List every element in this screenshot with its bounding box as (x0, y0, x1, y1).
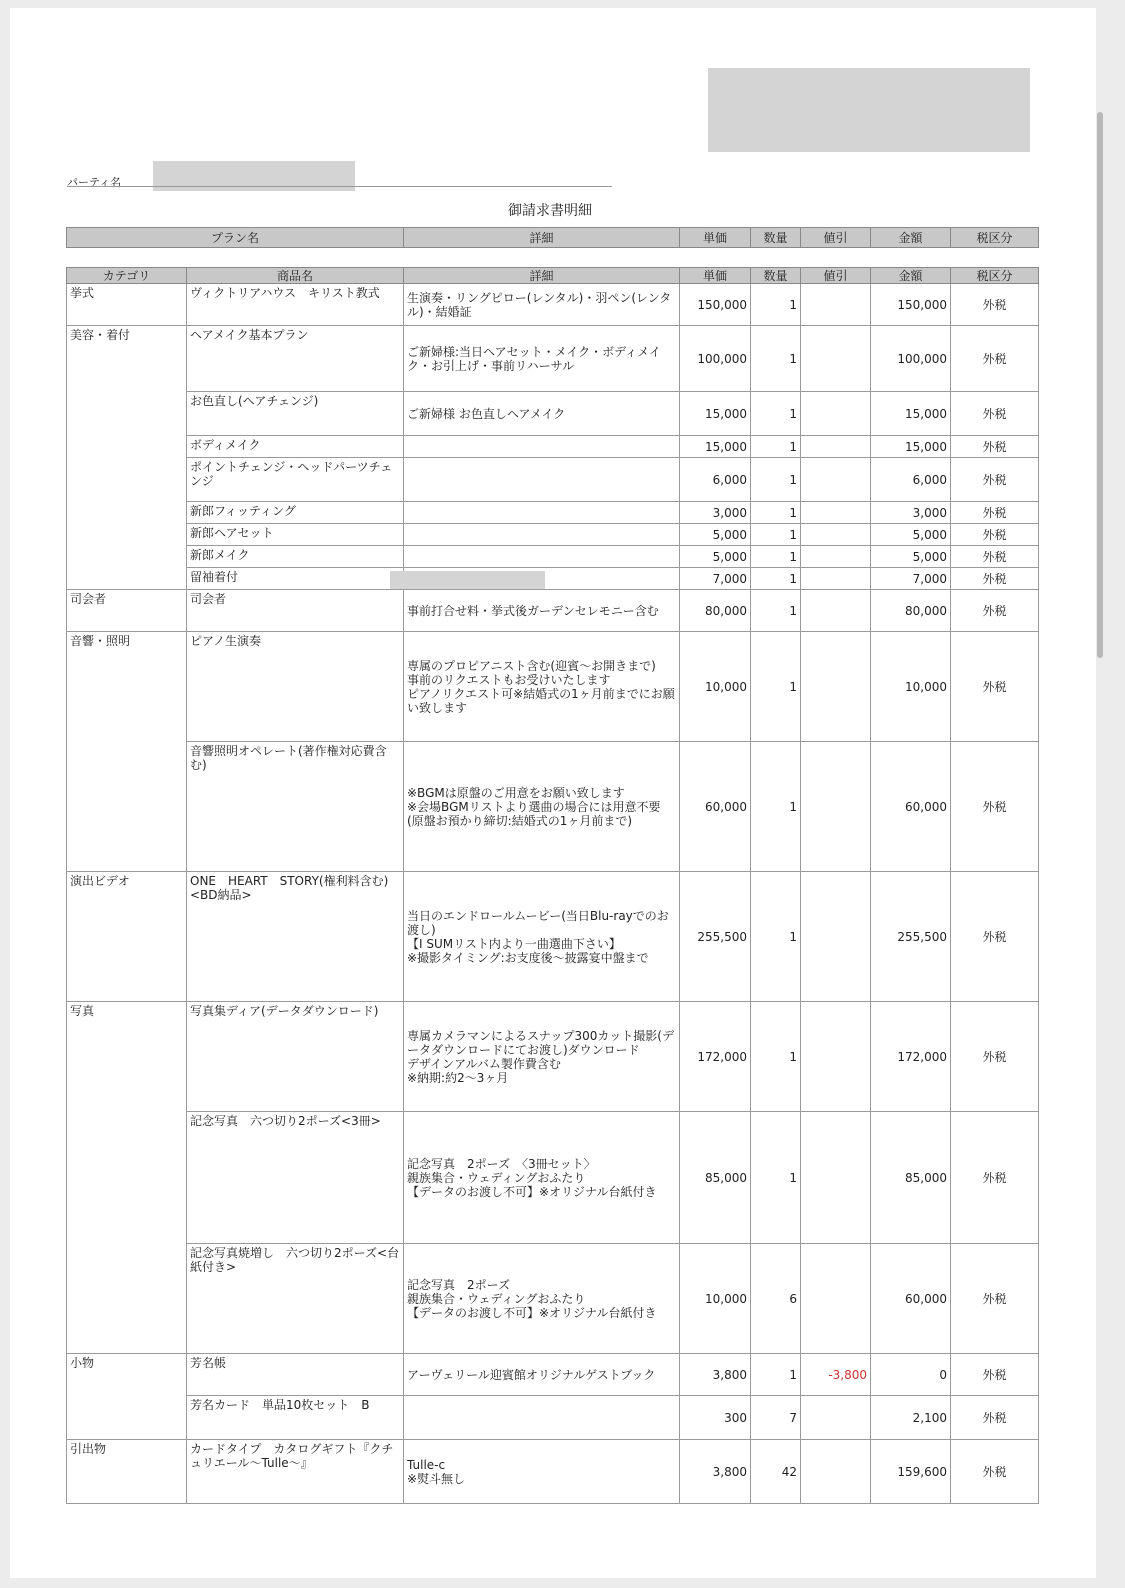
items-header-cell: カテゴリ (67, 268, 187, 284)
tax-type-cell: 外税 (951, 1112, 1039, 1244)
invoice-page (10, 8, 1096, 1578)
discount-cell (801, 1440, 871, 1504)
amount-cell: 60,000 (871, 742, 951, 872)
product-name-cell: 新郎ヘアセット (187, 524, 404, 546)
detail-cell: 記念写真 2ポーズ 〈3冊セット〉 親族集合・ウェディングおふたり 【データのお渡し不可】※オリジナル台紙付き (404, 1112, 680, 1244)
redacted-logo-block (708, 68, 1030, 152)
quantity-cell: 1 (751, 742, 801, 872)
quantity-cell: 1 (751, 632, 801, 742)
product-name-cell: 芳名カード 単品10枚セット B (187, 1396, 404, 1440)
table-row (67, 392, 1039, 436)
detail-cell (404, 436, 680, 458)
unit-price-cell: 15,000 (680, 392, 751, 436)
discount-cell (801, 1002, 871, 1112)
unit-price-cell: 10,000 (680, 632, 751, 742)
table-row (67, 1440, 1039, 1504)
table-row (67, 632, 1039, 742)
quantity-cell: 1 (751, 326, 801, 392)
document-title: 御請求書明細 (508, 203, 592, 219)
discount-cell (801, 284, 871, 326)
table-row (67, 458, 1039, 502)
product-name-cell: 新郎フィッティング (187, 502, 404, 524)
category-cell: 司会者 (67, 590, 187, 632)
quantity-cell: 1 (751, 458, 801, 502)
unit-price-cell: 85,000 (680, 1112, 751, 1244)
items-header-cell: 単価 (680, 268, 751, 284)
product-name-cell: ポイントチェンジ・ヘッドパーツチェンジ (187, 458, 404, 502)
amount-cell: 0 (871, 1354, 951, 1396)
tax-type-cell: 外税 (951, 568, 1039, 590)
tax-type-cell: 外税 (951, 524, 1039, 546)
discount-cell (801, 458, 871, 502)
discount-cell (801, 1396, 871, 1440)
product-name-cell: ONE HEART STORY(権利料含む)<BD納品> (187, 872, 404, 1002)
quantity-cell: 1 (751, 1112, 801, 1244)
tax-type-cell: 外税 (951, 742, 1039, 872)
discount-cell (801, 1244, 871, 1354)
plan-header-table (66, 227, 1039, 248)
table-row (67, 546, 1039, 568)
category-cell (67, 568, 187, 590)
discount-cell (801, 872, 871, 1002)
quantity-cell: 1 (751, 1354, 801, 1396)
tax-type-cell: 外税 (951, 502, 1039, 524)
detail-cell: 専属のプロピアニスト含む(迎賓～お開きまで) 事前のリクエストもお受けいたします ピアノリクエスト可※結婚式の1ヶ月前までにお願い致します (404, 632, 680, 742)
category-cell: 演出ビデオ (67, 872, 187, 1002)
detail-cell: 記念写真 2ポーズ 親族集合・ウェディングおふたり 【データのお渡し不可】※オリジナル台紙付き (404, 1244, 680, 1354)
quantity-cell: 1 (751, 872, 801, 1002)
discount-cell (801, 742, 871, 872)
unit-price-cell: 172,000 (680, 1002, 751, 1112)
discount-cell (801, 326, 871, 392)
discount-cell (801, 590, 871, 632)
tax-type-cell: 外税 (951, 458, 1039, 502)
discount-cell (801, 392, 871, 436)
amount-cell: 159,600 (871, 1440, 951, 1504)
category-cell (67, 436, 187, 458)
amount-cell: 5,000 (871, 546, 951, 568)
quantity-cell: 7 (751, 1396, 801, 1440)
amount-cell: 172,000 (871, 1002, 951, 1112)
detail-cell: ご新婦様 お色直しヘアメイク (404, 392, 680, 436)
amount-cell: 100,000 (871, 326, 951, 392)
product-name-cell: ボディメイク (187, 436, 404, 458)
amount-cell: 5,000 (871, 524, 951, 546)
category-cell (67, 1244, 187, 1354)
table-row (67, 1396, 1039, 1440)
discount-cell (801, 568, 871, 590)
product-name-cell: カードタイプ カタログギフト『クチュリエール～Tulle～』 (187, 1440, 404, 1504)
items-header-cell: 数量 (751, 268, 801, 284)
product-name-cell: ヴィクトリアハウス キリスト教式 (187, 284, 404, 326)
quantity-cell: 1 (751, 568, 801, 590)
amount-cell: 10,000 (871, 632, 951, 742)
unit-price-cell: 300 (680, 1396, 751, 1440)
quantity-cell: 1 (751, 436, 801, 458)
plan-header-cell: 値引 (801, 228, 871, 248)
product-name-cell: 写真集ディア(データダウンロード) (187, 1002, 404, 1112)
product-name-cell: ピアノ生演奏 (187, 632, 404, 742)
items-header-cell: 税区分 (951, 268, 1039, 284)
unit-price-cell: 80,000 (680, 590, 751, 632)
detail-cell (404, 546, 680, 568)
unit-price-cell: 5,000 (680, 524, 751, 546)
unit-price-cell: 3,800 (680, 1354, 751, 1396)
detail-cell: ※BGMは原盤のご用意をお願い致します ※会場BGMリストより選曲の場合には用意不要 (原盤お預かり締切:結婚式の1ヶ月前まで) (404, 742, 680, 872)
table-row (67, 568, 1039, 590)
tax-type-cell: 外税 (951, 590, 1039, 632)
category-cell: 小物 (67, 1354, 187, 1396)
items-table (66, 267, 1039, 1504)
amount-cell: 7,000 (871, 568, 951, 590)
category-cell (67, 524, 187, 546)
detail-cell: 専属カメラマンによるスナップ300カット撮影(データダウンロードにてお渡し)ダウンロード デザインアルバム製作費含む ※納期:約2～3ヶ月 (404, 1002, 680, 1112)
items-header-cell: 詳細 (404, 268, 680, 284)
detail-cell: 事前打合せ料・挙式後ガーデンセレモニー含む (404, 590, 680, 632)
party-name-label: パーティ名 (67, 176, 122, 189)
quantity-cell: 1 (751, 1002, 801, 1112)
amount-cell: 15,000 (871, 436, 951, 458)
quantity-cell: 42 (751, 1440, 801, 1504)
tax-type-cell: 外税 (951, 546, 1039, 568)
table-row (67, 326, 1039, 392)
items-header-cell: 商品名 (187, 268, 404, 284)
detail-cell: ご新婦様:当日ヘアセット・メイク・ボディメイク・お引上げ・事前リハーサル (404, 326, 680, 392)
discount-cell (801, 546, 871, 568)
tax-type-cell: 外税 (951, 1354, 1039, 1396)
plan-header-cell: 税区分 (951, 228, 1039, 248)
amount-cell: 255,500 (871, 872, 951, 1002)
plan-header-cell: 詳細 (404, 228, 680, 248)
category-cell (67, 392, 187, 436)
unit-price-cell: 5,000 (680, 546, 751, 568)
tax-type-cell: 外税 (951, 872, 1039, 1002)
amount-cell: 150,000 (871, 284, 951, 326)
table-row (67, 1354, 1039, 1396)
quantity-cell: 1 (751, 590, 801, 632)
scrollbar[interactable] (1097, 112, 1103, 658)
unit-price-cell: 6,000 (680, 458, 751, 502)
category-cell: 挙式 (67, 284, 187, 326)
table-row (67, 1002, 1039, 1112)
product-name-cell: 留袖着付 (187, 568, 404, 590)
plan-header-cell: 単価 (680, 228, 751, 248)
discount-cell: -3,800 (801, 1354, 871, 1396)
amount-cell: 15,000 (871, 392, 951, 436)
quantity-cell: 6 (751, 1244, 801, 1354)
items-header-cell: 値引 (801, 268, 871, 284)
product-name-cell: 芳名帳 (187, 1354, 404, 1396)
category-cell: 美容・着付 (67, 326, 187, 392)
table-row (67, 1244, 1039, 1354)
table-row (67, 590, 1039, 632)
detail-cell: 当日のエンドロールムービー(当日Blu-rayでのお渡し) 【I SUMリスト内より一曲選曲下さい】 ※撮影タイミング:お支度後～披露宴中盤まで (404, 872, 680, 1002)
quantity-cell: 1 (751, 502, 801, 524)
product-name-cell: 司会者 (187, 590, 404, 632)
table-row (67, 1112, 1039, 1244)
tax-type-cell: 外税 (951, 392, 1039, 436)
plan-header-cell: 数量 (751, 228, 801, 248)
tax-type-cell: 外税 (951, 436, 1039, 458)
category-cell (67, 1112, 187, 1244)
amount-cell: 60,000 (871, 1244, 951, 1354)
discount-cell (801, 524, 871, 546)
table-row (67, 524, 1039, 546)
discount-cell (801, 632, 871, 742)
detail-cell (404, 502, 680, 524)
detail-cell (404, 458, 680, 502)
discount-cell (801, 502, 871, 524)
product-name-cell: お色直し(ヘアチェンジ) (187, 392, 404, 436)
party-name-underline (67, 186, 612, 187)
tax-type-cell: 外税 (951, 1002, 1039, 1112)
amount-cell: 85,000 (871, 1112, 951, 1244)
detail-cell (404, 1396, 680, 1440)
unit-price-cell: 3,800 (680, 1440, 751, 1504)
quantity-cell: 1 (751, 524, 801, 546)
product-name-cell: 新郎メイク (187, 546, 404, 568)
discount-cell (801, 436, 871, 458)
unit-price-cell: 255,500 (680, 872, 751, 1002)
tax-type-cell: 外税 (951, 326, 1039, 392)
table-row (67, 742, 1039, 872)
unit-price-cell: 3,000 (680, 502, 751, 524)
discount-cell (801, 1112, 871, 1244)
items-header-cell: 金額 (871, 268, 951, 284)
tax-type-cell: 外税 (951, 1440, 1039, 1504)
category-cell (67, 458, 187, 502)
detail-cell: Tulle-c ※熨斗無し (404, 1440, 680, 1504)
table-row (67, 872, 1039, 1002)
plan-header-cell: 金額 (871, 228, 951, 248)
unit-price-cell: 7,000 (680, 568, 751, 590)
unit-price-cell: 15,000 (680, 436, 751, 458)
amount-cell: 3,000 (871, 502, 951, 524)
quantity-cell: 1 (751, 284, 801, 326)
product-name-cell: 記念写真 六つ切り2ポーズ<3冊> (187, 1112, 404, 1244)
category-cell (67, 1396, 187, 1440)
category-cell: 写真 (67, 1002, 187, 1112)
tax-type-cell: 外税 (951, 1396, 1039, 1440)
quantity-cell: 1 (751, 392, 801, 436)
category-cell (67, 502, 187, 524)
amount-cell: 6,000 (871, 458, 951, 502)
unit-price-cell: 150,000 (680, 284, 751, 326)
plan-header-cell: プラン名 (67, 228, 404, 248)
product-name-cell: ヘアメイク基本プラン (187, 326, 404, 392)
items-body (67, 284, 1039, 1504)
product-name-cell: 記念写真焼増し 六つ切り2ポーズ<台紙付き> (187, 1244, 404, 1354)
tax-type-cell: 外税 (951, 284, 1039, 326)
items-header-row (67, 268, 1039, 284)
amount-cell: 80,000 (871, 590, 951, 632)
tax-type-cell: 外税 (951, 632, 1039, 742)
quantity-cell: 1 (751, 546, 801, 568)
category-cell (67, 742, 187, 872)
table-row (67, 284, 1039, 326)
category-cell (67, 546, 187, 568)
unit-price-cell: 100,000 (680, 326, 751, 392)
detail-cell (404, 524, 680, 546)
category-cell: 引出物 (67, 1440, 187, 1504)
product-name-cell: 音響照明オペレート(著作権対応費含む) (187, 742, 404, 872)
table-row (67, 502, 1039, 524)
category-cell: 音響・照明 (67, 632, 187, 742)
redacted-detail (390, 571, 545, 589)
detail-cell: アーヴェリール迎賓館オリジナルゲストブック (404, 1354, 680, 1396)
table-row (67, 436, 1039, 458)
plan-header-row (67, 228, 1039, 248)
unit-price-cell: 10,000 (680, 1244, 751, 1354)
unit-price-cell: 60,000 (680, 742, 751, 872)
tax-type-cell: 外税 (951, 1244, 1039, 1354)
amount-cell: 2,100 (871, 1396, 951, 1440)
detail-cell: 生演奏・リングピロー(レンタル)・羽ペン(レンタル)・結婚証 (404, 284, 680, 326)
